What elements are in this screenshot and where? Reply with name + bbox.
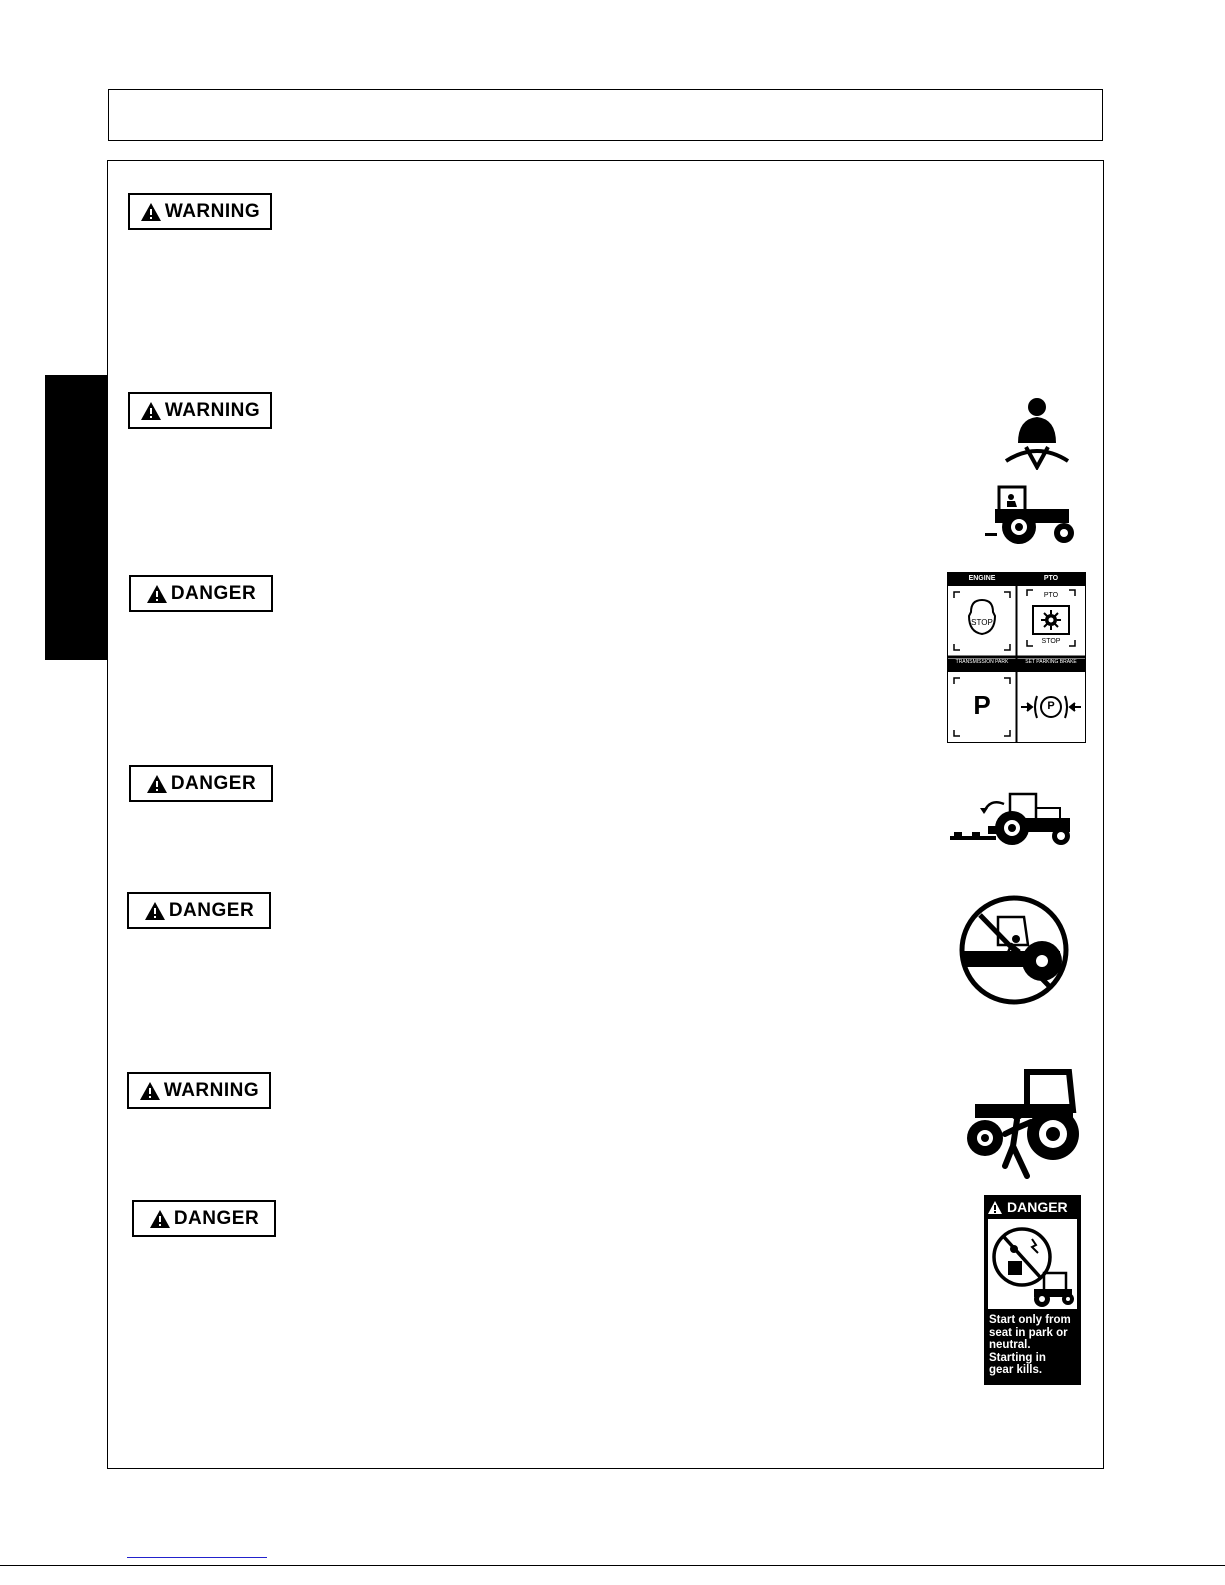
runover-hazard-icon: [965, 1068, 1083, 1180]
park-symbol: P: [973, 690, 991, 720]
page-bottom-rule: [0, 1565, 1225, 1566]
decal-line: Start only from: [989, 1314, 1071, 1326]
tractor-thrown-object-icon: [950, 790, 1074, 848]
warning-badge: [127, 1072, 271, 1109]
decal-line: Starting in: [989, 1351, 1046, 1364]
decal-line: seat in park or: [989, 1326, 1068, 1339]
engine-stop-label: STOP: [971, 618, 993, 627]
tractor-rops-icon: [985, 485, 1077, 547]
header-box: [108, 89, 1103, 141]
badge-label: WARNING: [164, 200, 261, 222]
section-side-tab: [45, 375, 108, 660]
badge-label: DANGER: [170, 772, 257, 794]
warning-triangle-icon: [146, 774, 168, 794]
warning-triangle-icon: [987, 1200, 1003, 1215]
badge-label: WARNING: [164, 399, 261, 421]
decal-line: neutral.: [989, 1339, 1031, 1351]
shutdown-procedure-decal: [947, 572, 1086, 743]
badge-label: DANGER: [168, 899, 255, 921]
no-riders-icon: [958, 895, 1070, 1005]
start-in-gear-pictogram: [988, 1219, 1077, 1309]
warning-triangle-icon: [144, 901, 166, 921]
pto-label: PTO: [1043, 575, 1059, 582]
warning-badge: [128, 193, 272, 230]
decal-line: gear kills.: [989, 1364, 1043, 1376]
badge-label: WARNING: [163, 1079, 260, 1101]
warning-triangle-icon: [149, 1209, 171, 1229]
danger-badge: [127, 892, 271, 929]
brake-symbol: P: [1047, 700, 1055, 712]
seatbelt-operator-icon: [1000, 395, 1075, 470]
danger-badge: [132, 1200, 276, 1237]
start-in-gear-danger-decal: [984, 1195, 1081, 1385]
warning-triangle-icon: [140, 401, 162, 421]
pto-stop-label: STOP: [1041, 638, 1061, 645]
warning-triangle-icon: [140, 202, 162, 222]
badge-label: DANGER: [170, 582, 257, 604]
engine-label: ENGINE: [968, 575, 996, 582]
warning-triangle-icon: [139, 1081, 161, 1101]
warning-badge: [128, 392, 272, 429]
danger-badge: [129, 575, 273, 612]
warning-triangle-icon: [146, 584, 168, 604]
danger-badge: [129, 765, 273, 802]
decal-title: DANGER: [1007, 1199, 1068, 1215]
transmission-label: TRANSMISSION PARK: [955, 659, 1009, 665]
pto-inner-label: PTO: [1043, 592, 1059, 599]
footer-link-underline[interactable]: [127, 1557, 267, 1558]
badge-label: DANGER: [173, 1207, 260, 1229]
brake-label: SET PARKING BRAKE: [1025, 659, 1077, 665]
decal-header: [987, 1199, 1068, 1215]
decal-message: [989, 1314, 1079, 1377]
